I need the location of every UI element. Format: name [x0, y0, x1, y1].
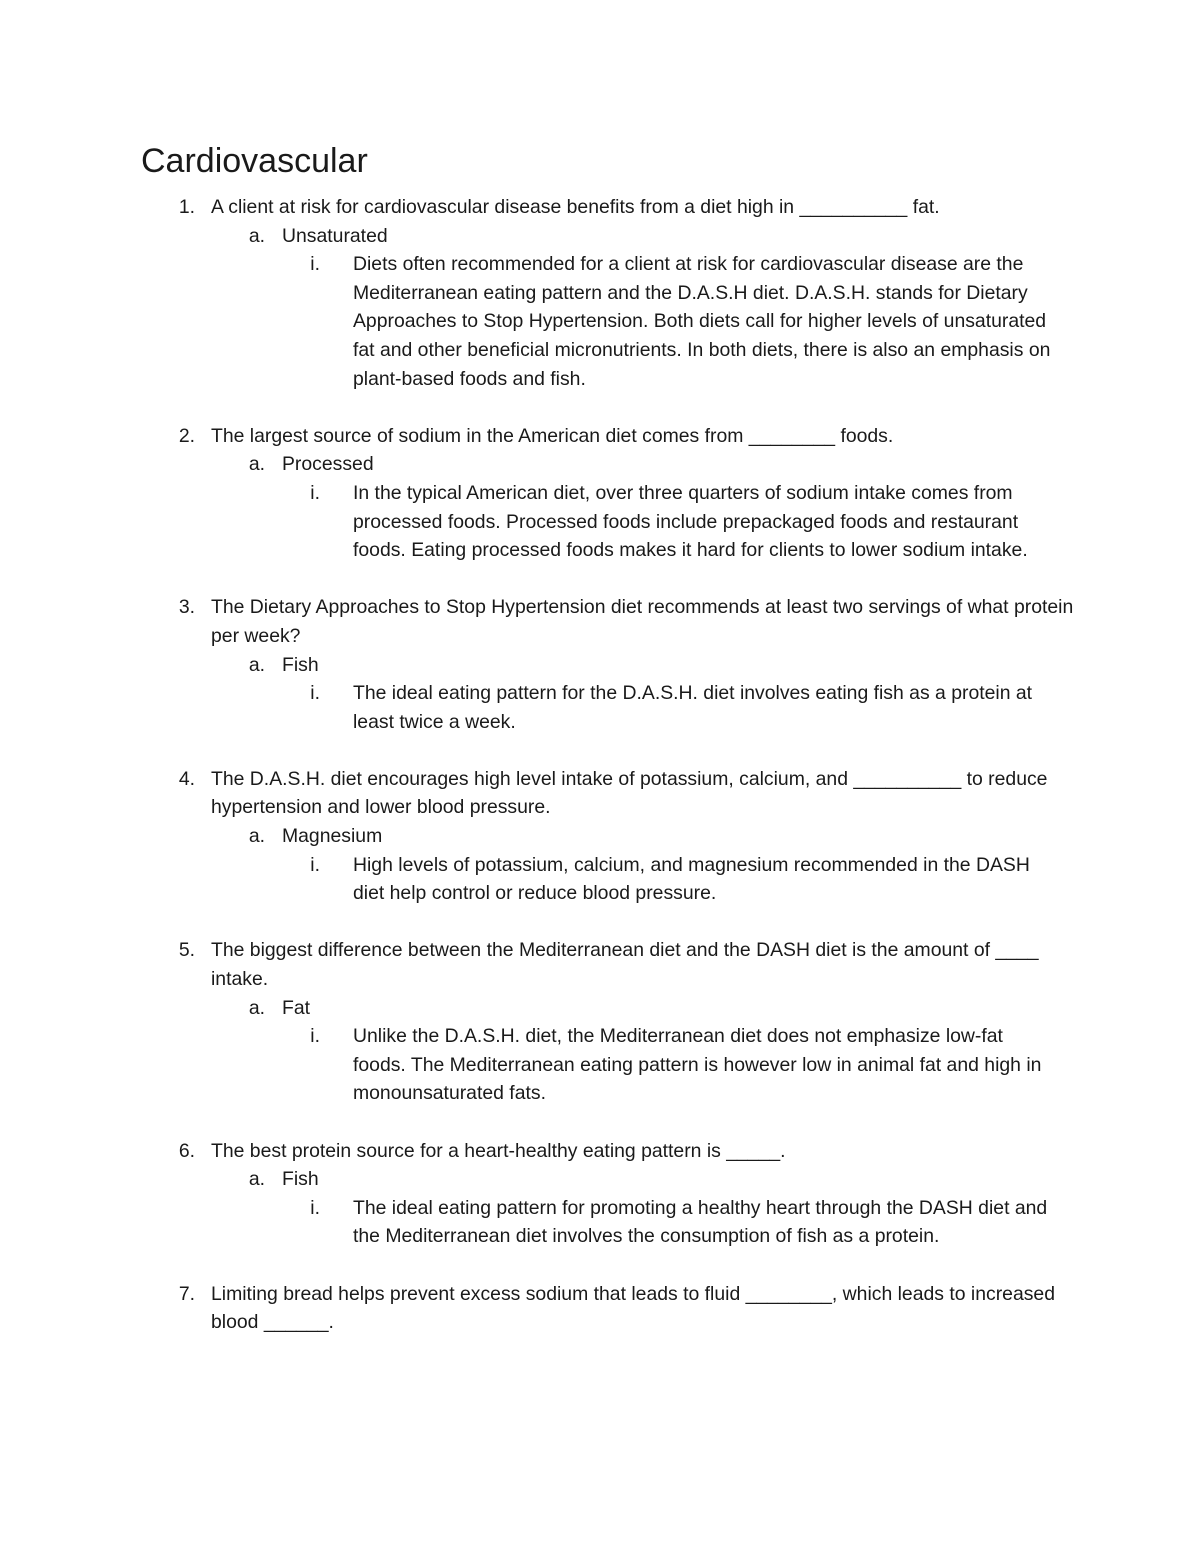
question-number: 7.	[178, 1282, 195, 1305]
explanation-row	[0, 1194, 1200, 1251]
question-text: Limiting bread helps prevent excess sodium that leads to fluid ________, which leads to increased blood ______.	[211, 1282, 1056, 1334]
question-row	[0, 422, 1200, 451]
explanation-marker: i.	[310, 481, 320, 504]
question-text: The D.A.S.H. diet encourages high level intake of potassium, calcium, and __________ to reduce hypertension and lower blood pressure.	[211, 767, 1048, 819]
question-row	[0, 936, 1200, 993]
question-item-4	[0, 765, 1200, 908]
explanation-text: Diets often recommended for a client at risk for cardiovascular disease are the Mediterranean eating pattern and the D.A.S.H diet. D.A.S.H. stands for Dietary Approaches to Stop Hypertension. Both diets call for higher levels of unsaturated fat and other beneficial micronutrients. In both diets, there is also an emphasis on plant-based foods and fish.	[353, 253, 1051, 390]
answer-row	[0, 994, 1200, 1023]
question-row	[0, 1137, 1200, 1166]
explanation-marker: i.	[310, 853, 320, 876]
answer-row	[0, 450, 1200, 479]
answer-row	[0, 651, 1200, 680]
answer-row	[0, 222, 1200, 251]
answer-marker: a.	[248, 453, 265, 476]
question-list	[0, 193, 1200, 1365]
explanation-row	[0, 250, 1200, 393]
answer-text: Unsaturated	[282, 224, 388, 247]
question-item-5	[0, 936, 1200, 1108]
question-number: 4.	[178, 767, 195, 790]
answer-marker: a.	[248, 1168, 265, 1191]
question-text: The best protein source for a heart-healthy eating pattern is _____.	[211, 1139, 786, 1162]
question-number: 1.	[178, 196, 195, 218]
question-text: The Dietary Approaches to Stop Hypertension diet recommends at least two servings of what protein per week?	[211, 596, 1074, 647]
answer-marker: a.	[248, 825, 265, 848]
answer-text: Fish	[282, 653, 319, 676]
question-item-7	[0, 1280, 1200, 1337]
page-title: Cardiovascular	[141, 142, 368, 180]
question-text: A client at risk for cardiovascular disease benefits from a diet high in __________ fat.	[211, 196, 940, 218]
explanation-marker: i.	[310, 1025, 320, 1048]
explanation-text: High levels of potassium, calcium, and magnesium recommended in the DASH diet help control or reduce blood pressure.	[353, 853, 1030, 905]
question-number: 5.	[178, 939, 195, 962]
explanation-row	[0, 679, 1200, 736]
explanation-text: The ideal eating pattern for the D.A.S.H. diet involves eating fish as a protein at least twice a week.	[353, 682, 1033, 733]
explanation-text: The ideal eating pattern for promoting a healthy heart through the DASH diet and the Mediterranean diet involves the consumption of fish as a protein.	[353, 1196, 1048, 1248]
explanation-row	[0, 1022, 1200, 1108]
answer-marker: a.	[248, 224, 265, 247]
question-item-6	[0, 1137, 1200, 1251]
answer-marker: a.	[248, 653, 265, 676]
explanation-text: Unlike the D.A.S.H. diet, the Mediterranean diet does not emphasize low-fat foods. The Mediterranean eating pattern is however low in animal fat and high in monounsaturated fats.	[353, 1025, 1042, 1105]
question-number: 6.	[178, 1139, 195, 1162]
question-row	[0, 593, 1200, 650]
question-item-1	[0, 193, 1200, 393]
answer-text: Fat	[282, 996, 311, 1019]
question-row	[0, 765, 1200, 822]
question-item-2	[0, 422, 1200, 565]
question-number: 2.	[178, 424, 195, 447]
answer-text: Magnesium	[282, 825, 383, 848]
question-row	[0, 1280, 1200, 1337]
answer-row	[0, 822, 1200, 851]
answer-marker: a.	[248, 996, 265, 1019]
question-number: 3.	[178, 596, 195, 619]
explanation-row	[0, 851, 1200, 908]
question-row	[0, 193, 1200, 222]
explanation-marker: i.	[310, 682, 320, 705]
answer-text: Processed	[282, 453, 374, 476]
question-item-3	[0, 593, 1200, 736]
explanation-row	[0, 479, 1200, 565]
question-text: The largest source of sodium in the American diet comes from ________ foods.	[211, 424, 894, 447]
answer-row	[0, 1165, 1200, 1194]
explanation-marker: i.	[310, 1196, 320, 1219]
explanation-text: In the typical American diet, over three quarters of sodium intake comes from processed foods. Processed foods include prepackaged foods and restaurant foods. Eating processed foods makes it hard for clients to lower sodium intake.	[353, 481, 1028, 562]
question-text: The biggest difference between the Mediterranean diet and the DASH diet is the amount of ____ intake.	[211, 939, 1039, 991]
explanation-marker: i.	[310, 253, 320, 276]
answer-text: Fish	[282, 1168, 319, 1191]
